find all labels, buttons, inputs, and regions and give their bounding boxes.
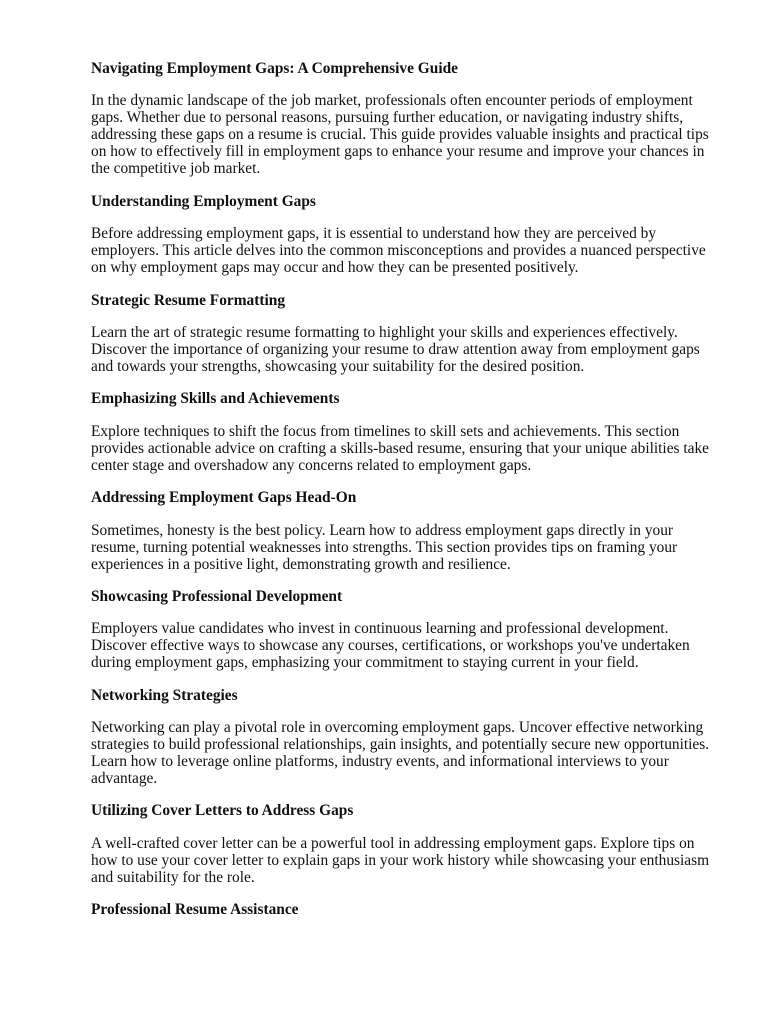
section-paragraph-addressing-gaps-head-on	[91, 522, 728, 573]
paragraph-line: and towards your strengths, showcasing your suitability for the desired position.	[91, 357, 585, 375]
section-paragraph-networking-strategies	[91, 719, 728, 787]
section-paragraph-strategic-resume-formatting	[91, 324, 728, 375]
paragraph-line: provides actionable advice on crafting a skills-based resume, ensuring that your unique abilities take	[91, 439, 710, 457]
paragraph-line: A well-crafted cover letter can be a powerful tool in addressing employment gaps. Explore tips on	[91, 834, 695, 852]
paragraph-line: Employers value candidates who invest in continuous learning and professional development.	[91, 620, 669, 638]
document-title: Navigating Employment Gaps: A Comprehensive Guide	[91, 60, 458, 77]
intro-paragraph	[91, 92, 728, 177]
paragraph-line: Learn the art of strategic resume formatting to highlight your skills and experiences effectively.	[91, 323, 678, 341]
paragraph-line: resume, turning potential weaknesses into strengths. This section provides tips on framing your	[91, 538, 678, 556]
paragraph-line: Networking can play a pivotal role in overcoming employment gaps. Uncover effective networking	[91, 719, 704, 737]
paragraph-line: how to use your cover letter to explain gaps in your work history while showcasing your enthusiasm	[91, 851, 710, 869]
paragraph-line: strategies to build professional relationships, gain insights, and potentially secure new opportunities.	[91, 736, 710, 754]
paragraph-line: employers. This article delves into the common misconceptions and provides a nuanced perspective	[91, 242, 706, 260]
paragraph-line: Before addressing employment gaps, it is essential to understand how they are perceived by	[91, 225, 657, 243]
paragraph-line: Learn how to leverage online platforms, industry events, and informational interviews to your	[91, 753, 669, 771]
section-paragraph-cover-letters	[91, 835, 728, 886]
paragraph-line: Sometimes, honesty is the best policy. Learn how to address employment gaps directly in your	[91, 521, 674, 539]
section-heading-emphasizing-skills: Emphasizing Skills and Achievements	[91, 390, 340, 408]
paragraph-line: on how to effectively fill in employment gaps to enhance your resume and improve your chances in	[91, 143, 705, 161]
paragraph-line: on why employment gaps may occur and how they can be presented positively.	[91, 259, 579, 277]
paragraph-line: gaps. Whether due to personal reasons, pursuing further education, or navigating industry shifts,	[91, 109, 684, 127]
section-heading-professional-resume-assistance: Professional Resume Assistance	[91, 901, 299, 919]
paragraph-line: the competitive job market.	[91, 160, 261, 178]
section-paragraph-professional-development	[91, 620, 728, 671]
section-heading-networking-strategies: Networking Strategies	[91, 686, 238, 704]
section-heading-addressing-gaps-head-on: Addressing Employment Gaps Head-On	[91, 489, 357, 507]
paragraph-line: Explore techniques to shift the focus from timelines to skill sets and achievements. This section	[91, 422, 680, 440]
paragraph-line: addressing these gaps on a resume is crucial. This guide provides valuable insights and practical tips	[91, 126, 709, 144]
section-paragraph-understanding-employment-gaps	[91, 225, 728, 276]
paragraph-line: advantage.	[91, 770, 158, 788]
paragraph-line: during employment gaps, emphasizing your commitment to staying current in your field.	[91, 654, 639, 672]
paragraph-line: Discover the importance of organizing your resume to draw attention away from employment gaps	[91, 340, 700, 358]
section-heading-professional-development: Showcasing Professional Development	[91, 587, 343, 605]
paragraph-line: In the dynamic landscape of the job market, professionals often encounter periods of employment	[91, 92, 693, 110]
section-heading-cover-letters: Utilizing Cover Letters to Address Gaps	[91, 802, 354, 820]
section-heading-understanding-employment-gaps: Understanding Employment Gaps	[91, 192, 316, 210]
section-paragraph-emphasizing-skills	[91, 423, 728, 474]
paragraph-line: and suitability for the role.	[91, 868, 255, 886]
paragraph-line: center stage and overshadow any concerns related to employment gaps.	[91, 456, 532, 474]
section-heading-strategic-resume-formatting: Strategic Resume Formatting	[91, 291, 286, 309]
paragraph-line: Discover effective ways to showcase any courses, certifications, or workshops you've undertaken	[91, 637, 690, 655]
paragraph-line: experiences in a positive light, demonstrating growth and resilience.	[91, 555, 511, 573]
